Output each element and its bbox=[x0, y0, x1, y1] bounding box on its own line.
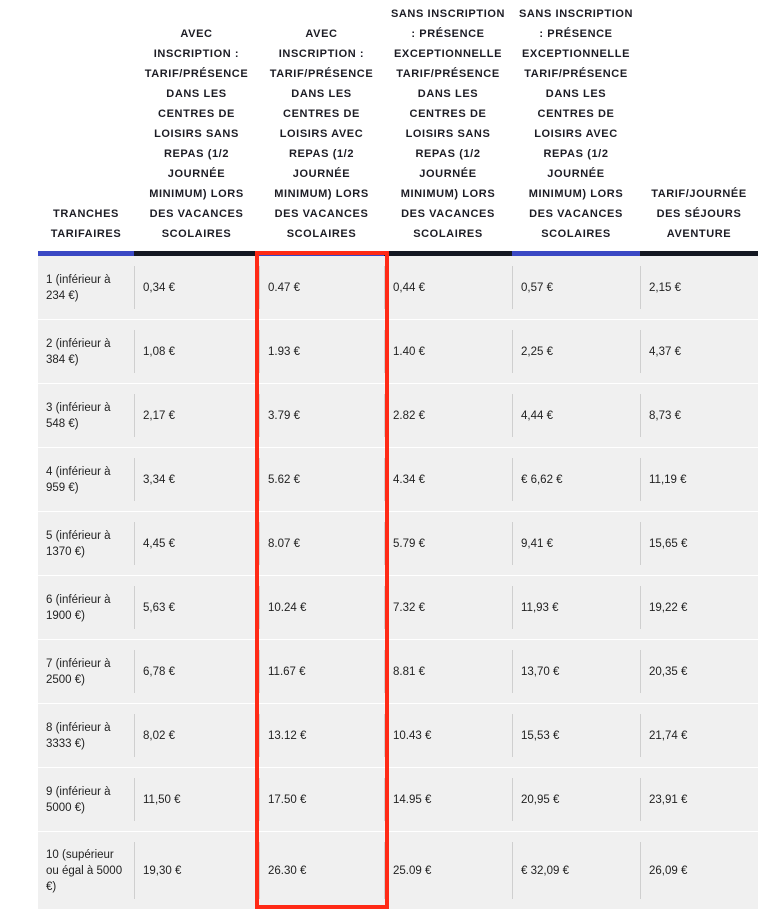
price-cell: 10.43 € bbox=[384, 704, 512, 768]
price-cell: 3,34 € bbox=[134, 448, 259, 512]
tranche-cell: 1 (inférieur à 234 €) bbox=[38, 256, 134, 320]
price-cell: 0,57 € bbox=[512, 256, 640, 320]
price-cell: 10.24 € bbox=[259, 576, 384, 640]
tranche-cell: 7 (inférieur à 2500 €) bbox=[38, 640, 134, 704]
price-cell: 8.07 € bbox=[259, 512, 384, 576]
header-avec-avec-repas: AVEC INSCRIPTION : TARIF/PRÉSENCE DANS LES CENTRES DE LOISIRS AVEC REPAS (1/2 JOURNÉE MINIMUM) LORS DES VACANCES SCOLAIRES bbox=[259, 0, 384, 256]
price-cell: 2,15 € bbox=[640, 256, 758, 320]
tranche-cell: 6 (inférieur à 1900 €) bbox=[38, 576, 134, 640]
header-avec-sans-repas: AVEC INSCRIPTION : TARIF/PRÉSENCE DANS LES CENTRES DE LOISIRS SANS REPAS (1/2 JOURNÉE MINIMUM) LORS DES VACANCES SCOLAIRES bbox=[134, 0, 259, 256]
price-cell: € 32,09 € bbox=[512, 832, 640, 910]
price-cell: 15,65 € bbox=[640, 512, 758, 576]
table-row bbox=[38, 448, 758, 512]
price-cell: 5,63 € bbox=[134, 576, 259, 640]
table-row bbox=[38, 704, 758, 768]
price-cell: 1.40 € bbox=[384, 320, 512, 384]
price-cell: 17.50 € bbox=[259, 768, 384, 832]
price-cell: 14.95 € bbox=[384, 768, 512, 832]
price-cell: 19,22 € bbox=[640, 576, 758, 640]
price-cell: 26,09 € bbox=[640, 832, 758, 910]
tranche-cell: 2 (inférieur à 384 €) bbox=[38, 320, 134, 384]
price-cell: 15,53 € bbox=[512, 704, 640, 768]
header-tranches: TRANCHES TARIFAIRES bbox=[38, 0, 134, 256]
price-cell: 20,95 € bbox=[512, 768, 640, 832]
table-row bbox=[38, 320, 758, 384]
price-cell: 13.12 € bbox=[259, 704, 384, 768]
price-cell: 2,17 € bbox=[134, 384, 259, 448]
tranche-cell: 4 (inférieur à 959 €) bbox=[38, 448, 134, 512]
price-cell: 8.81 € bbox=[384, 640, 512, 704]
price-cell: 25.09 € bbox=[384, 832, 512, 910]
price-cell: 0.47 € bbox=[259, 256, 384, 320]
header-sans-sans-repas: SANS INSCRIPTION : PRÉSENCE EXCEPTIONNELLE TARIF/PRÉSENCE DANS LES CENTRES DE LOISIRS SANS REPAS (1/2 JOURNÉE MINIMUM) LORS DES VACANCES SCOLAIRES bbox=[384, 0, 512, 256]
table-row bbox=[38, 832, 758, 910]
header-sans-avec-repas: SANS INSCRIPTION : PRÉSENCE EXCEPTIONNELLE TARIF/PRÉSENCE DANS LES CENTRES DE LOISIRS AVEC REPAS (1/2 JOURNÉE MINIMUM) LORS DES VACANCES SCOLAIRES bbox=[512, 0, 640, 256]
price-cell: 4.34 € bbox=[384, 448, 512, 512]
table-row bbox=[38, 576, 758, 640]
tranche-cell: 3 (inférieur à 548 €) bbox=[38, 384, 134, 448]
price-cell: 11,50 € bbox=[134, 768, 259, 832]
price-cell: € 6,62 € bbox=[512, 448, 640, 512]
price-cell: 23,91 € bbox=[640, 768, 758, 832]
tranche-cell: 5 (inférieur à 1370 €) bbox=[38, 512, 134, 576]
table-row bbox=[38, 512, 758, 576]
price-cell: 4,44 € bbox=[512, 384, 640, 448]
table-row bbox=[38, 640, 758, 704]
price-cell: 1.93 € bbox=[259, 320, 384, 384]
price-cell: 4,45 € bbox=[134, 512, 259, 576]
price-cell: 6,78 € bbox=[134, 640, 259, 704]
tranche-cell: 8 (inférieur à 3333 €) bbox=[38, 704, 134, 768]
price-cell: 11,19 € bbox=[640, 448, 758, 512]
price-cell: 5.62 € bbox=[259, 448, 384, 512]
table-row bbox=[38, 384, 758, 448]
price-cell: 9,41 € bbox=[512, 512, 640, 576]
table-row bbox=[38, 768, 758, 832]
price-cell: 4,37 € bbox=[640, 320, 758, 384]
price-cell: 11,93 € bbox=[512, 576, 640, 640]
tariff-table bbox=[38, 0, 758, 910]
price-cell: 1,08 € bbox=[134, 320, 259, 384]
price-cell: 19,30 € bbox=[134, 832, 259, 910]
price-cell: 20,35 € bbox=[640, 640, 758, 704]
price-cell: 8,73 € bbox=[640, 384, 758, 448]
price-cell: 2.82 € bbox=[384, 384, 512, 448]
price-cell: 26.30 € bbox=[259, 832, 384, 910]
price-cell: 3.79 € bbox=[259, 384, 384, 448]
tranche-cell: 10 (supérieur ou égal à 5000 €) bbox=[38, 832, 134, 910]
tranche-cell: 9 (inférieur à 5000 €) bbox=[38, 768, 134, 832]
price-cell: 0,44 € bbox=[384, 256, 512, 320]
header-sejours-aventure: TARIF/JOURNÉE DES SÉJOURS AVENTURE bbox=[640, 0, 758, 256]
table-row bbox=[38, 256, 758, 320]
price-cell: 11.67 € bbox=[259, 640, 384, 704]
header-row bbox=[38, 0, 758, 256]
price-cell: 8,02 € bbox=[134, 704, 259, 768]
price-cell: 0,34 € bbox=[134, 256, 259, 320]
price-cell: 21,74 € bbox=[640, 704, 758, 768]
price-cell: 13,70 € bbox=[512, 640, 640, 704]
price-cell: 7.32 € bbox=[384, 576, 512, 640]
price-cell: 2,25 € bbox=[512, 320, 640, 384]
price-cell: 5.79 € bbox=[384, 512, 512, 576]
